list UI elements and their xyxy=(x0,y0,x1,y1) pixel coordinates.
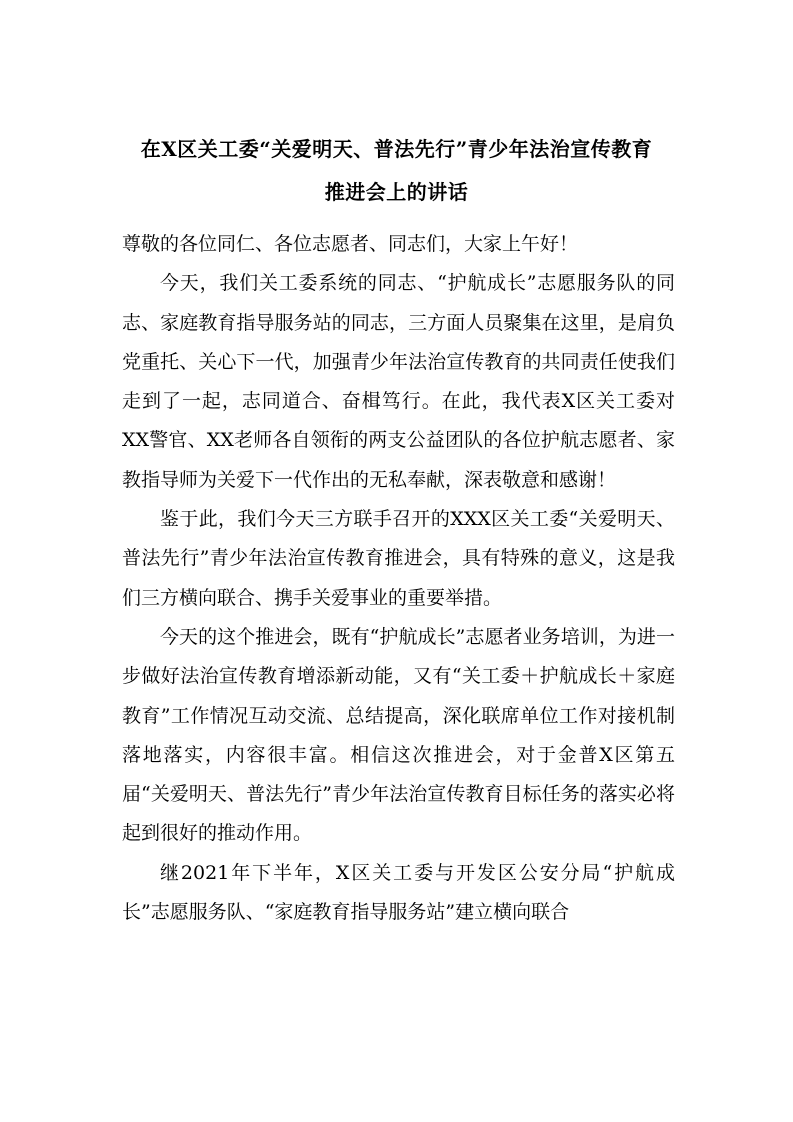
salutation: 尊敬的各位同仁、各位志愿者、同志们，大家上午好！ xyxy=(122,233,579,255)
document-title-line-1: 在X区关工委“关爱明天、普法先行”青少年法治宣传教育 xyxy=(140,137,653,161)
paragraph-2: 鉴于此，我们今天三方联手召开的XXX区关工委“关爱明天、普法先行”青少年法治宣传教育推进会，具有特殊的意义，这是我们三方横向联合、携手关爱事业的重要举措。 xyxy=(122,508,675,609)
paragraph-1: 今天，我们关工委系统的同志、“护航成长”志愿服务队的同志、家庭教育指导服务站的同志，三方面人员聚集在这里，是肩负党重托、关心下一代，加强青少年法治宣传教育的共同责任使我们走到了一起，志同道合、奋楫笃行。在此，我代表X区关工委对XX警官、XX老师各自领衔的两支公益团队的各位护航志愿者、家教指导师为关爱下一代作出的无私奉献，深表敬意和感谢！ xyxy=(122,272,675,491)
paragraph-4: 继2021年下半年，X区关工委与开发区公安分局“护航成长”志愿服务队、“家庭教育指导服务站”建立横向联合 xyxy=(122,861,675,924)
document-body xyxy=(122,225,675,932)
paragraph-3: 今天的这个推进会，既有“护航成长”志愿者业务培训，为进一步做好法治宣传教育增添新动能，又有“关工委＋护航成长＋家庭教育”工作情况互动交流、总结提高，深化联席单位工作对接机制落地落实，内容很丰富。相信这次推进会，对于金普X区第五届“关爱明天、普法先行”青少年法治宣传教育目标任务的落实必将起到很好的推动作用。 xyxy=(122,625,675,845)
document-title-line-2: 推进会上的讲话 xyxy=(324,180,469,204)
